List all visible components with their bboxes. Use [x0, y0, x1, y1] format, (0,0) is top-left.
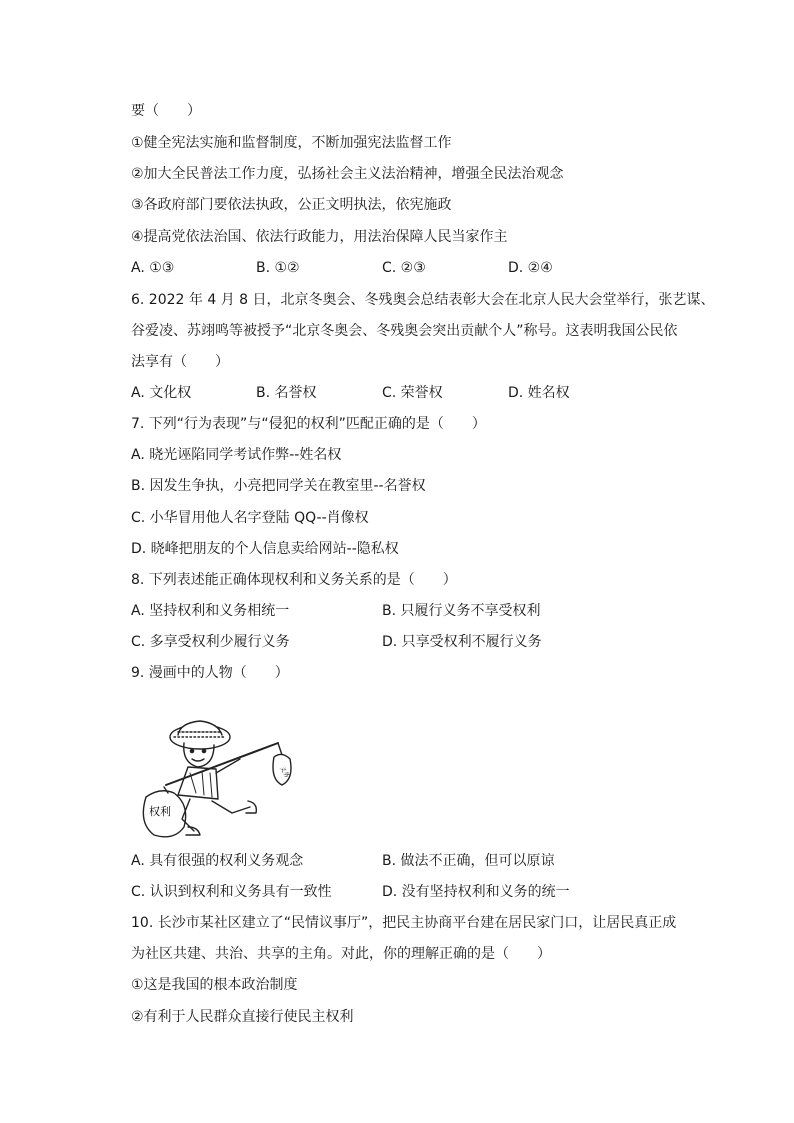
q5-statement-2: ②加大全民普法工作力度，弘扬社会主义法治精神，增强全民法治观念 [131, 166, 564, 182]
q8-stem: 8. 下列表述能正确体现权利和义务关系的是（ ） [131, 572, 457, 588]
q10-stem-line-1: 10. 长沙市某社区建立了“民情议事厅”，把民主协商平台建在居民家门口，让居民真正成 [131, 915, 677, 931]
q9-option-d: D. 没有坚持权利和义务的统一 [382, 884, 570, 900]
q7-option-b: B. 因发生争执，小亮把同学关在教室里--名誉权 [131, 478, 426, 494]
pouch-label: 义务 [278, 765, 291, 780]
q8-option-b: B. 只履行义务不享受权利 [382, 603, 541, 619]
q5-option-c: C. ②③ [382, 260, 426, 276]
q5-option-b: B. ①② [256, 260, 300, 276]
q6-option-c: C. 荣誉权 [382, 385, 443, 401]
cartoon-illustration [128, 715, 298, 840]
q5-statement-3: ③各政府部门要依法执政，公正文明执法，依宪施政 [131, 197, 452, 213]
q6-stem-line-1: 6. 2022 年 4 月 8 日，北京冬奥会、冬残奥会总结表彰大会在北京人民大会堂举行，张艺谋、 [131, 292, 715, 308]
q10-stem-line-2: 为社区共建、共治、共享的主角。对此，你的理解正确的是（ ） [131, 946, 551, 962]
q9-option-b: B. 做法不正确，但可以原谅 [382, 853, 555, 869]
q6-stem-line-2: 谷爱凌、苏翊鸣等被授予“北京冬奥会、冬残奥会突出贡献个人”称号。这表明我国公民依 [131, 323, 678, 339]
q10-statement-1: ①这是我国的根本政治制度 [131, 977, 298, 993]
q8-option-d: D. 只享受权利不履行义务 [382, 634, 542, 650]
q5-stem-tail: 要（ ） [131, 103, 201, 119]
q6-option-d: D. 姓名权 [508, 385, 570, 401]
q5-option-a: A. ①③ [131, 260, 175, 276]
q7-option-a: A. 晓光诬陷同学考试作弊--姓名权 [131, 447, 342, 463]
q5-option-d: D. ②④ [508, 260, 553, 276]
bag-label: 权利 [149, 805, 171, 818]
q7-option-c: C. 小华冒用他人名字登陆 QQ--肖像权 [131, 510, 369, 526]
q9-option-a: A. 具有很强的权利义务观念 [131, 853, 304, 869]
q5-statement-1: ①健全宪法实施和监督制度，不断加强宪法监督工作 [131, 135, 452, 151]
q6-stem-line-3: 法享有（ ） [131, 354, 229, 370]
q6-option-a: A. 文化权 [131, 385, 192, 401]
q7-option-d: D. 晓峰把朋友的个人信息卖给网站--隐私权 [131, 541, 399, 557]
q8-option-c: C. 多享受权利少履行义务 [131, 634, 290, 650]
q9-stem: 9. 漫画中的人物（ ） [131, 665, 289, 681]
q5-statement-4: ④提高党依法治国、依法行政能力，用法治保障人民当家作主 [131, 229, 508, 245]
q8-option-a: A. 坚持权利和义务相统一 [131, 603, 290, 619]
q9-option-c: C. 认识到权利和义务具有一致性 [131, 884, 332, 900]
q6-option-b: B. 名誉权 [256, 385, 317, 401]
q10-statement-2: ②有利于人民群众直接行使民主权利 [131, 1009, 354, 1025]
q7-stem: 7. 下列“行为表现”与“侵犯的权利”匹配正确的是（ ） [131, 416, 486, 432]
